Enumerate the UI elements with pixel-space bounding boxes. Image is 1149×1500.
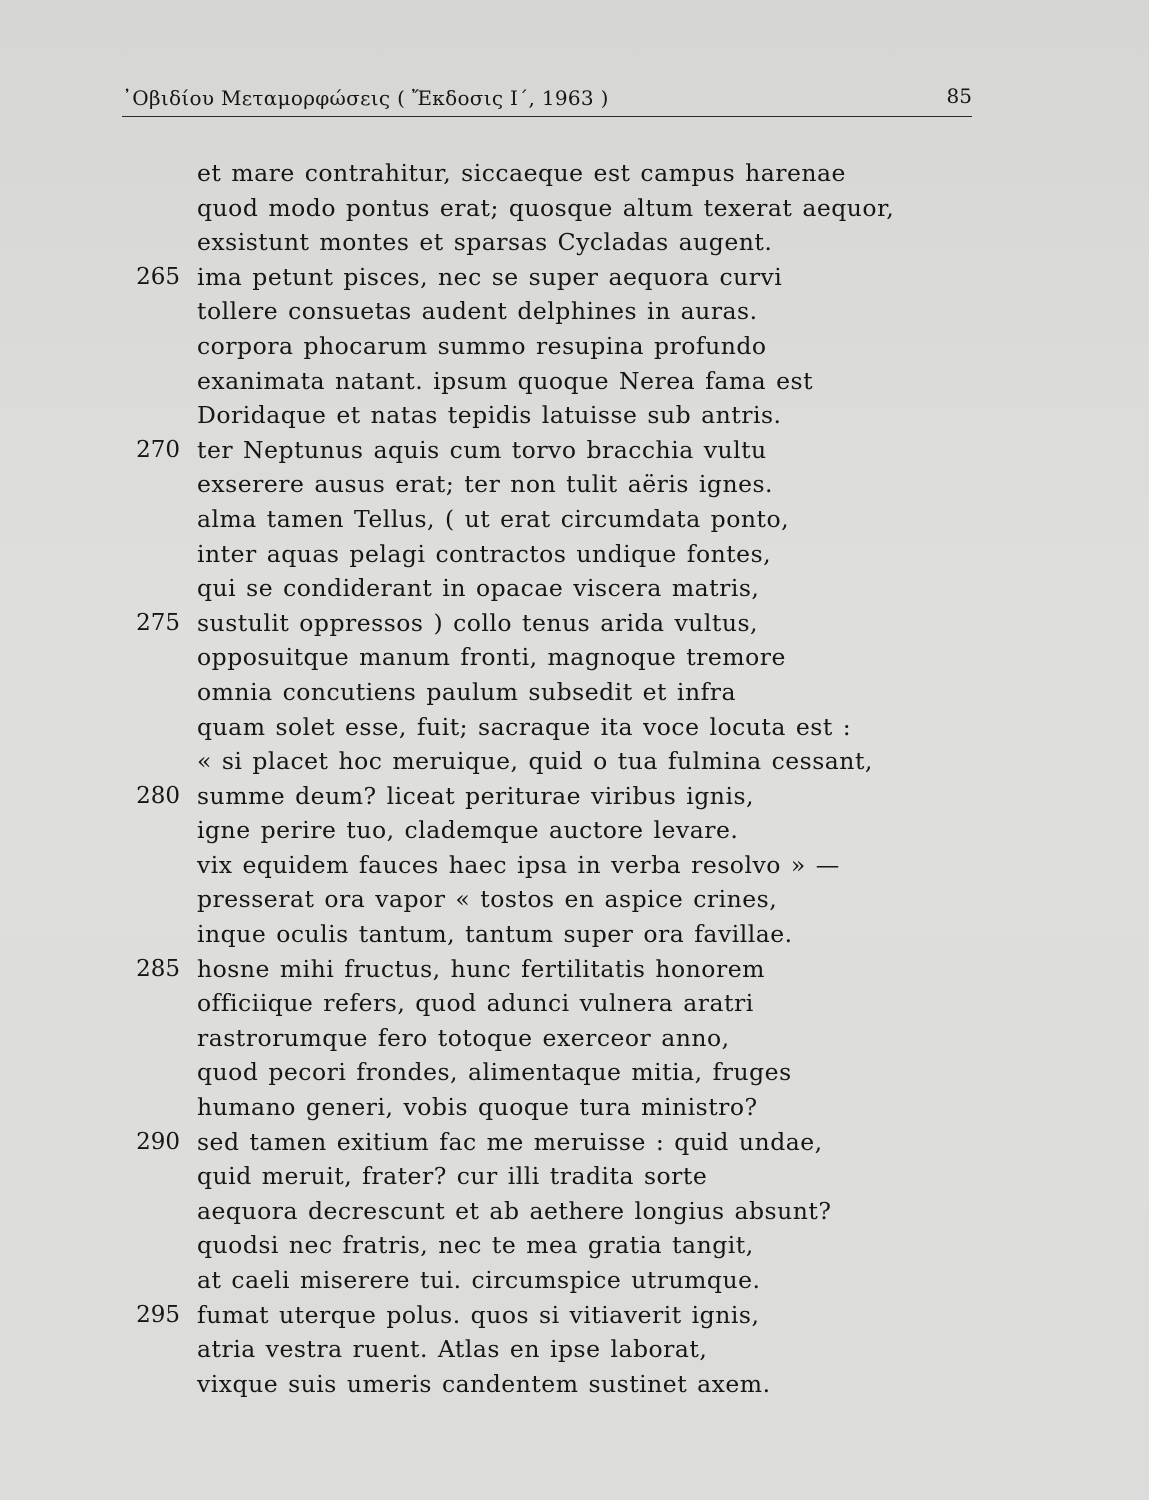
verse-line bbox=[0, 1228, 1149, 1263]
verse-text: alma tamen Tellus, ( ut erat circumdata ponto, bbox=[197, 504, 790, 533]
verse-line bbox=[0, 1090, 1149, 1125]
verse-text: fumat uterque polus. quos si vitiaverit ignis, bbox=[197, 1300, 760, 1329]
verse-line bbox=[0, 329, 1149, 364]
line-number: 280 bbox=[136, 782, 180, 809]
verse-text: inter aquas pelagi contractos undique fontes, bbox=[197, 539, 772, 568]
verse-line bbox=[0, 537, 1149, 572]
verse-line bbox=[0, 1194, 1149, 1229]
verse-line bbox=[0, 571, 1149, 606]
verse-line bbox=[0, 1125, 1149, 1160]
verse-text: atria vestra ruent. Atlas en ipse laborat, bbox=[197, 1335, 708, 1364]
verse-text: opposuitque manum fronti, magnoque tremore bbox=[197, 643, 786, 672]
verse-text: quam solet esse, fuit; sacraque ita voce locuta est : bbox=[197, 712, 852, 741]
header-title: ᾿Οβιδίου Μεταμορφώσεις ( Ἔκδοσις Ι΄, 1963 ) bbox=[122, 86, 609, 110]
verse-line bbox=[0, 1021, 1149, 1056]
verse-line bbox=[0, 294, 1149, 329]
verse-line bbox=[0, 779, 1149, 814]
verse-line bbox=[0, 225, 1149, 260]
line-number: 285 bbox=[136, 955, 180, 982]
verse-text: sed tamen exitium fac me meruisse : quid undae, bbox=[197, 1127, 823, 1156]
verse-text: vixque suis umeris candentem sustinet axem. bbox=[197, 1369, 771, 1398]
poem-text bbox=[0, 156, 1149, 1401]
verse-text: presserat ora vapor « tostos en aspice crines, bbox=[197, 885, 778, 914]
verse-line bbox=[0, 1055, 1149, 1090]
verse-text: ima petunt pisces, nec se super aequora curvi bbox=[197, 262, 783, 291]
running-header bbox=[122, 80, 972, 117]
verse-text: quod pecori frondes, alimentaque mitia, fruges bbox=[197, 1058, 792, 1087]
line-number: 275 bbox=[136, 609, 180, 636]
verse-line bbox=[0, 191, 1149, 226]
verse-text: at caeli miserere tui. circumspice utrumque. bbox=[197, 1266, 761, 1294]
verse-line bbox=[0, 675, 1149, 710]
verse-text: qui se condiderant in opacae viscera matris, bbox=[197, 574, 760, 603]
verse-line bbox=[0, 917, 1149, 952]
verse-text: « si placet hoc meruique, quid o tua fulmina cessant, bbox=[197, 747, 873, 776]
verse-text: ter Neptunus aquis cum torvo bracchia vultu bbox=[197, 435, 767, 464]
verse-line bbox=[0, 467, 1149, 502]
verse-line bbox=[0, 813, 1149, 848]
verse-text: quod modo pontus erat; quosque altum texerat aequor, bbox=[197, 193, 895, 222]
verse-line bbox=[0, 1159, 1149, 1194]
verse-line bbox=[0, 710, 1149, 745]
verse-text: officiique refers, quod adunci vulnera aratri bbox=[197, 989, 754, 1018]
verse-line bbox=[0, 1332, 1149, 1367]
verse-text: igne perire tuo, clademque auctore levare. bbox=[197, 816, 739, 845]
verse-line bbox=[0, 744, 1149, 779]
verse-text: tollere consuetas audent delphines in auras. bbox=[197, 297, 758, 326]
verse-text: vix equidem fauces haec ipsa in verba resolvo » — bbox=[197, 850, 840, 879]
verse-line bbox=[0, 1263, 1149, 1298]
line-number: 265 bbox=[136, 263, 180, 290]
verse-line bbox=[0, 398, 1149, 433]
verse-line bbox=[0, 260, 1149, 295]
verse-line bbox=[0, 848, 1149, 883]
verse-line bbox=[0, 882, 1149, 917]
verse-line bbox=[0, 1298, 1149, 1333]
verse-text: rastrorumque fero totoque exerceor anno, bbox=[197, 1023, 730, 1052]
verse-line bbox=[0, 364, 1149, 399]
verse-line bbox=[0, 1367, 1149, 1402]
verse-text: exserere ausus erat; ter non tulit aëris ignes. bbox=[197, 470, 774, 499]
line-number: 270 bbox=[136, 436, 180, 463]
verse-line bbox=[0, 640, 1149, 675]
verse-text: sustulit oppressos ) collo tenus arida vultus, bbox=[197, 608, 759, 637]
verse-text: summe deum? liceat periturae viribus ignis, bbox=[197, 781, 754, 810]
verse-line bbox=[0, 952, 1149, 987]
verse-text: exanimata natant. ipsum quoque Nerea fama est bbox=[197, 366, 814, 395]
verse-text: exsistunt montes et sparsas Cycladas augent. bbox=[197, 228, 773, 257]
verse-line bbox=[0, 433, 1149, 468]
verse-text: aequora decrescunt et ab aethere longius absunt? bbox=[197, 1196, 832, 1225]
verse-text: omnia concutiens paulum subsedit et infra bbox=[197, 677, 737, 706]
verse-text: quodsi nec fratris, nec te mea gratia tangit, bbox=[197, 1231, 754, 1260]
verse-text: quid meruit, frater? cur illi tradita sorte bbox=[197, 1162, 708, 1191]
verse-text: inque oculis tantum, tantum super ora favillae. bbox=[197, 920, 793, 949]
verse-text: et mare contrahitur, siccaeque est campus harenae bbox=[197, 159, 846, 187]
page-number: 85 bbox=[946, 84, 972, 108]
line-number: 290 bbox=[136, 1128, 180, 1155]
verse-text: Doridaque et natas tepidis latuisse sub antris. bbox=[197, 401, 782, 430]
verse-line bbox=[0, 502, 1149, 537]
verse-text: humano generi, vobis quoque tura ministro? bbox=[197, 1093, 758, 1122]
line-number: 295 bbox=[136, 1301, 180, 1328]
verse-line bbox=[0, 156, 1149, 191]
verse-line bbox=[0, 986, 1149, 1021]
verse-line bbox=[0, 606, 1149, 641]
verse-text: hosne mihi fructus, hunc fertilitatis honorem bbox=[197, 954, 765, 983]
verse-text: corpora phocarum summo resupina profundo bbox=[197, 331, 767, 360]
